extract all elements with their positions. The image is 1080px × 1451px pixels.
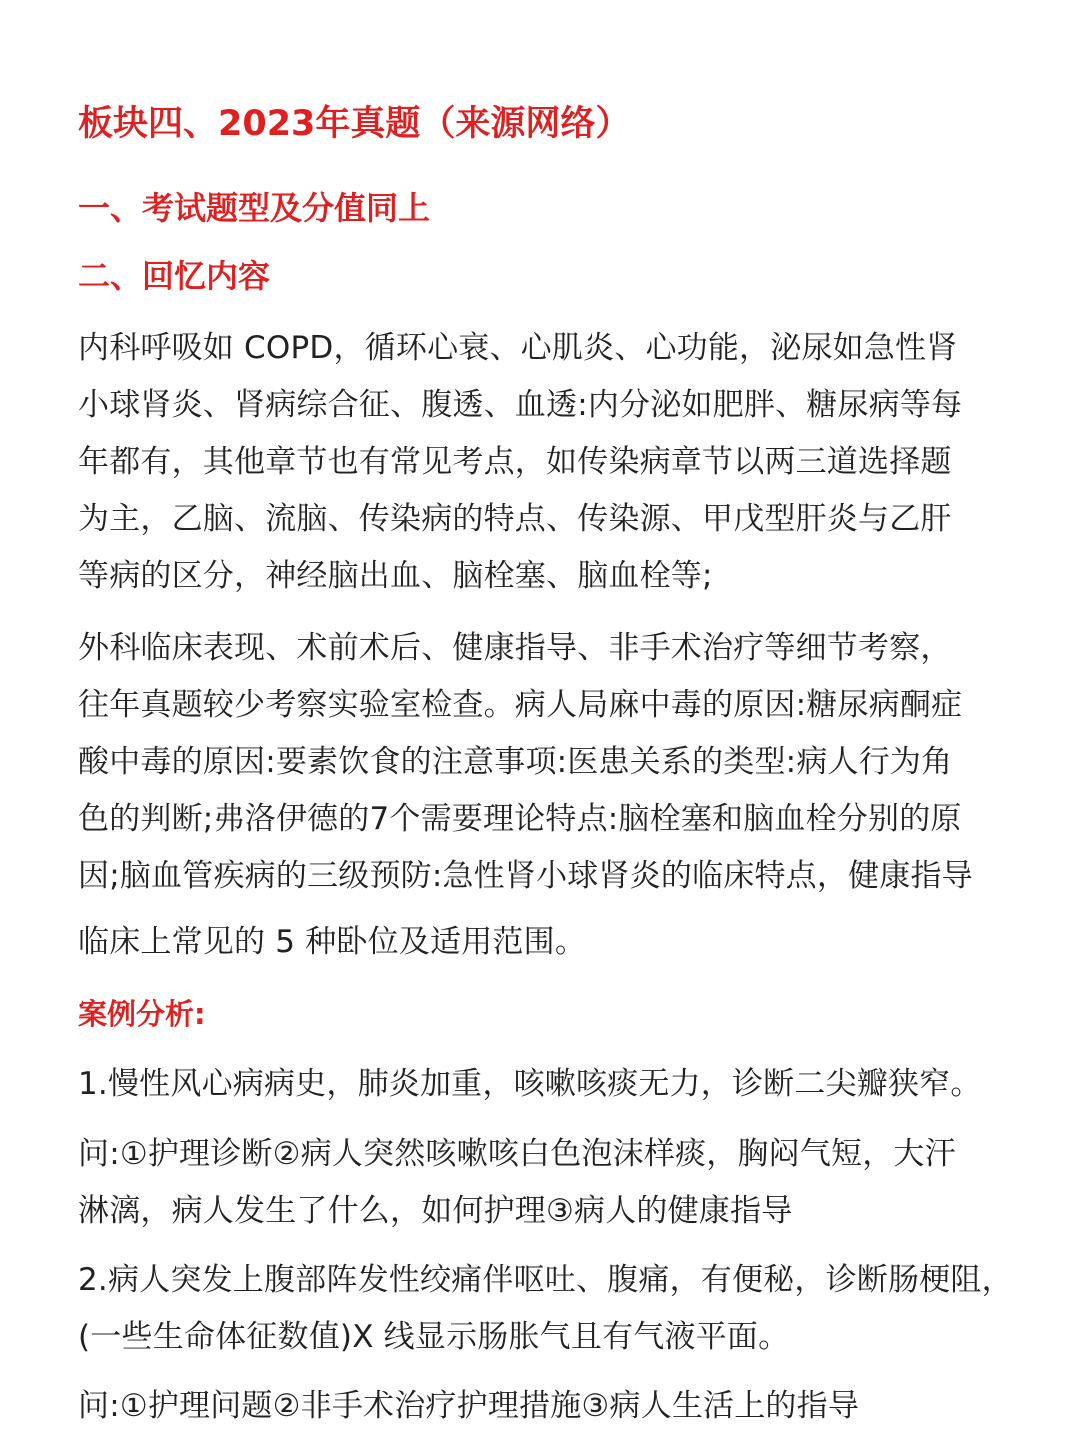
section-heading-1: 一、考试题型及分值同上	[78, 189, 431, 227]
case-1-questions	[78, 1126, 1004, 1240]
paragraph-surgery	[78, 620, 1004, 905]
paragraph-line: 临床上常见的 5 种卧位及适用范围。	[78, 924, 587, 960]
paragraph-line: 等病的区分，神经脑出血、脑栓塞、脑血栓等;	[78, 558, 713, 594]
paragraph-line: 外科临床表现、术前术后、健康指导、非手术治疗等细节考察，	[78, 630, 952, 666]
section-heading-2: 二、回忆内容	[78, 257, 271, 295]
paragraph-positions	[78, 914, 1004, 971]
paragraph-line: 小球肾炎、肾病综合征、腹透、血透:内分泌如肥胖、糖尿病等每	[78, 387, 963, 423]
paragraph-line: 内科呼吸如 COPD，循环心衰、心肌炎、心功能，泌尿如急性肾	[78, 330, 958, 366]
case-line: 1.慢性风心病病史，肺炎加重，咳嗽咳痰无力，诊断二尖瓣狭窄。	[78, 1066, 982, 1102]
paragraph-line: 往年真题较少考察实验室检查。病人局麻中毒的原因:糖尿病酮症	[78, 687, 963, 723]
case-2-questions	[78, 1378, 1004, 1435]
document-title: 板块四、2023年真题（来源网络）	[78, 104, 631, 144]
paragraph-line: 色的判断;弗洛伊德的7个需要理论特点:脑栓塞和脑血栓分别的原	[78, 801, 962, 837]
case-line: (一些生命体征数值)X 线显示肠胀气且有气液平面。	[78, 1319, 790, 1355]
case-line: 2.病人突发上腹部阵发性绞痛伴呕吐、腹痛，有便秘，诊断肠梗阻，	[78, 1262, 1013, 1298]
case-2	[78, 1252, 1013, 1366]
paragraph-line: 年都有，其他章节也有常见考点，如传染病章节以两三道选择题	[78, 444, 952, 480]
case-analysis-label: 案例分析:	[78, 997, 206, 1031]
paragraph-line: 为主，乙脑、流脑、传染病的特点、传染源、甲戊型肝炎与乙肝	[78, 501, 952, 537]
case-line: 问:①护理诊断②病人突然咳嗽咳白色泡沫样痰，胸闷气短，大汗	[78, 1136, 956, 1172]
case-line: 淋漓，病人发生了什么，如何护理③病人的健康指导	[78, 1193, 793, 1229]
paragraph-line: 酸中毒的原因:要素饮食的注意事项:医患关系的类型:病人行为角	[78, 744, 953, 780]
case-line: 问:①护理问题②非手术治疗护理措施③病人生活上的指导	[78, 1388, 860, 1424]
case-1	[78, 1056, 1004, 1113]
paragraph-internal-medicine	[78, 320, 1004, 605]
paragraph-line: 因;脑血管疾病的三级预防:急性肾小球肾炎的临床特点，健康指导	[78, 858, 973, 894]
